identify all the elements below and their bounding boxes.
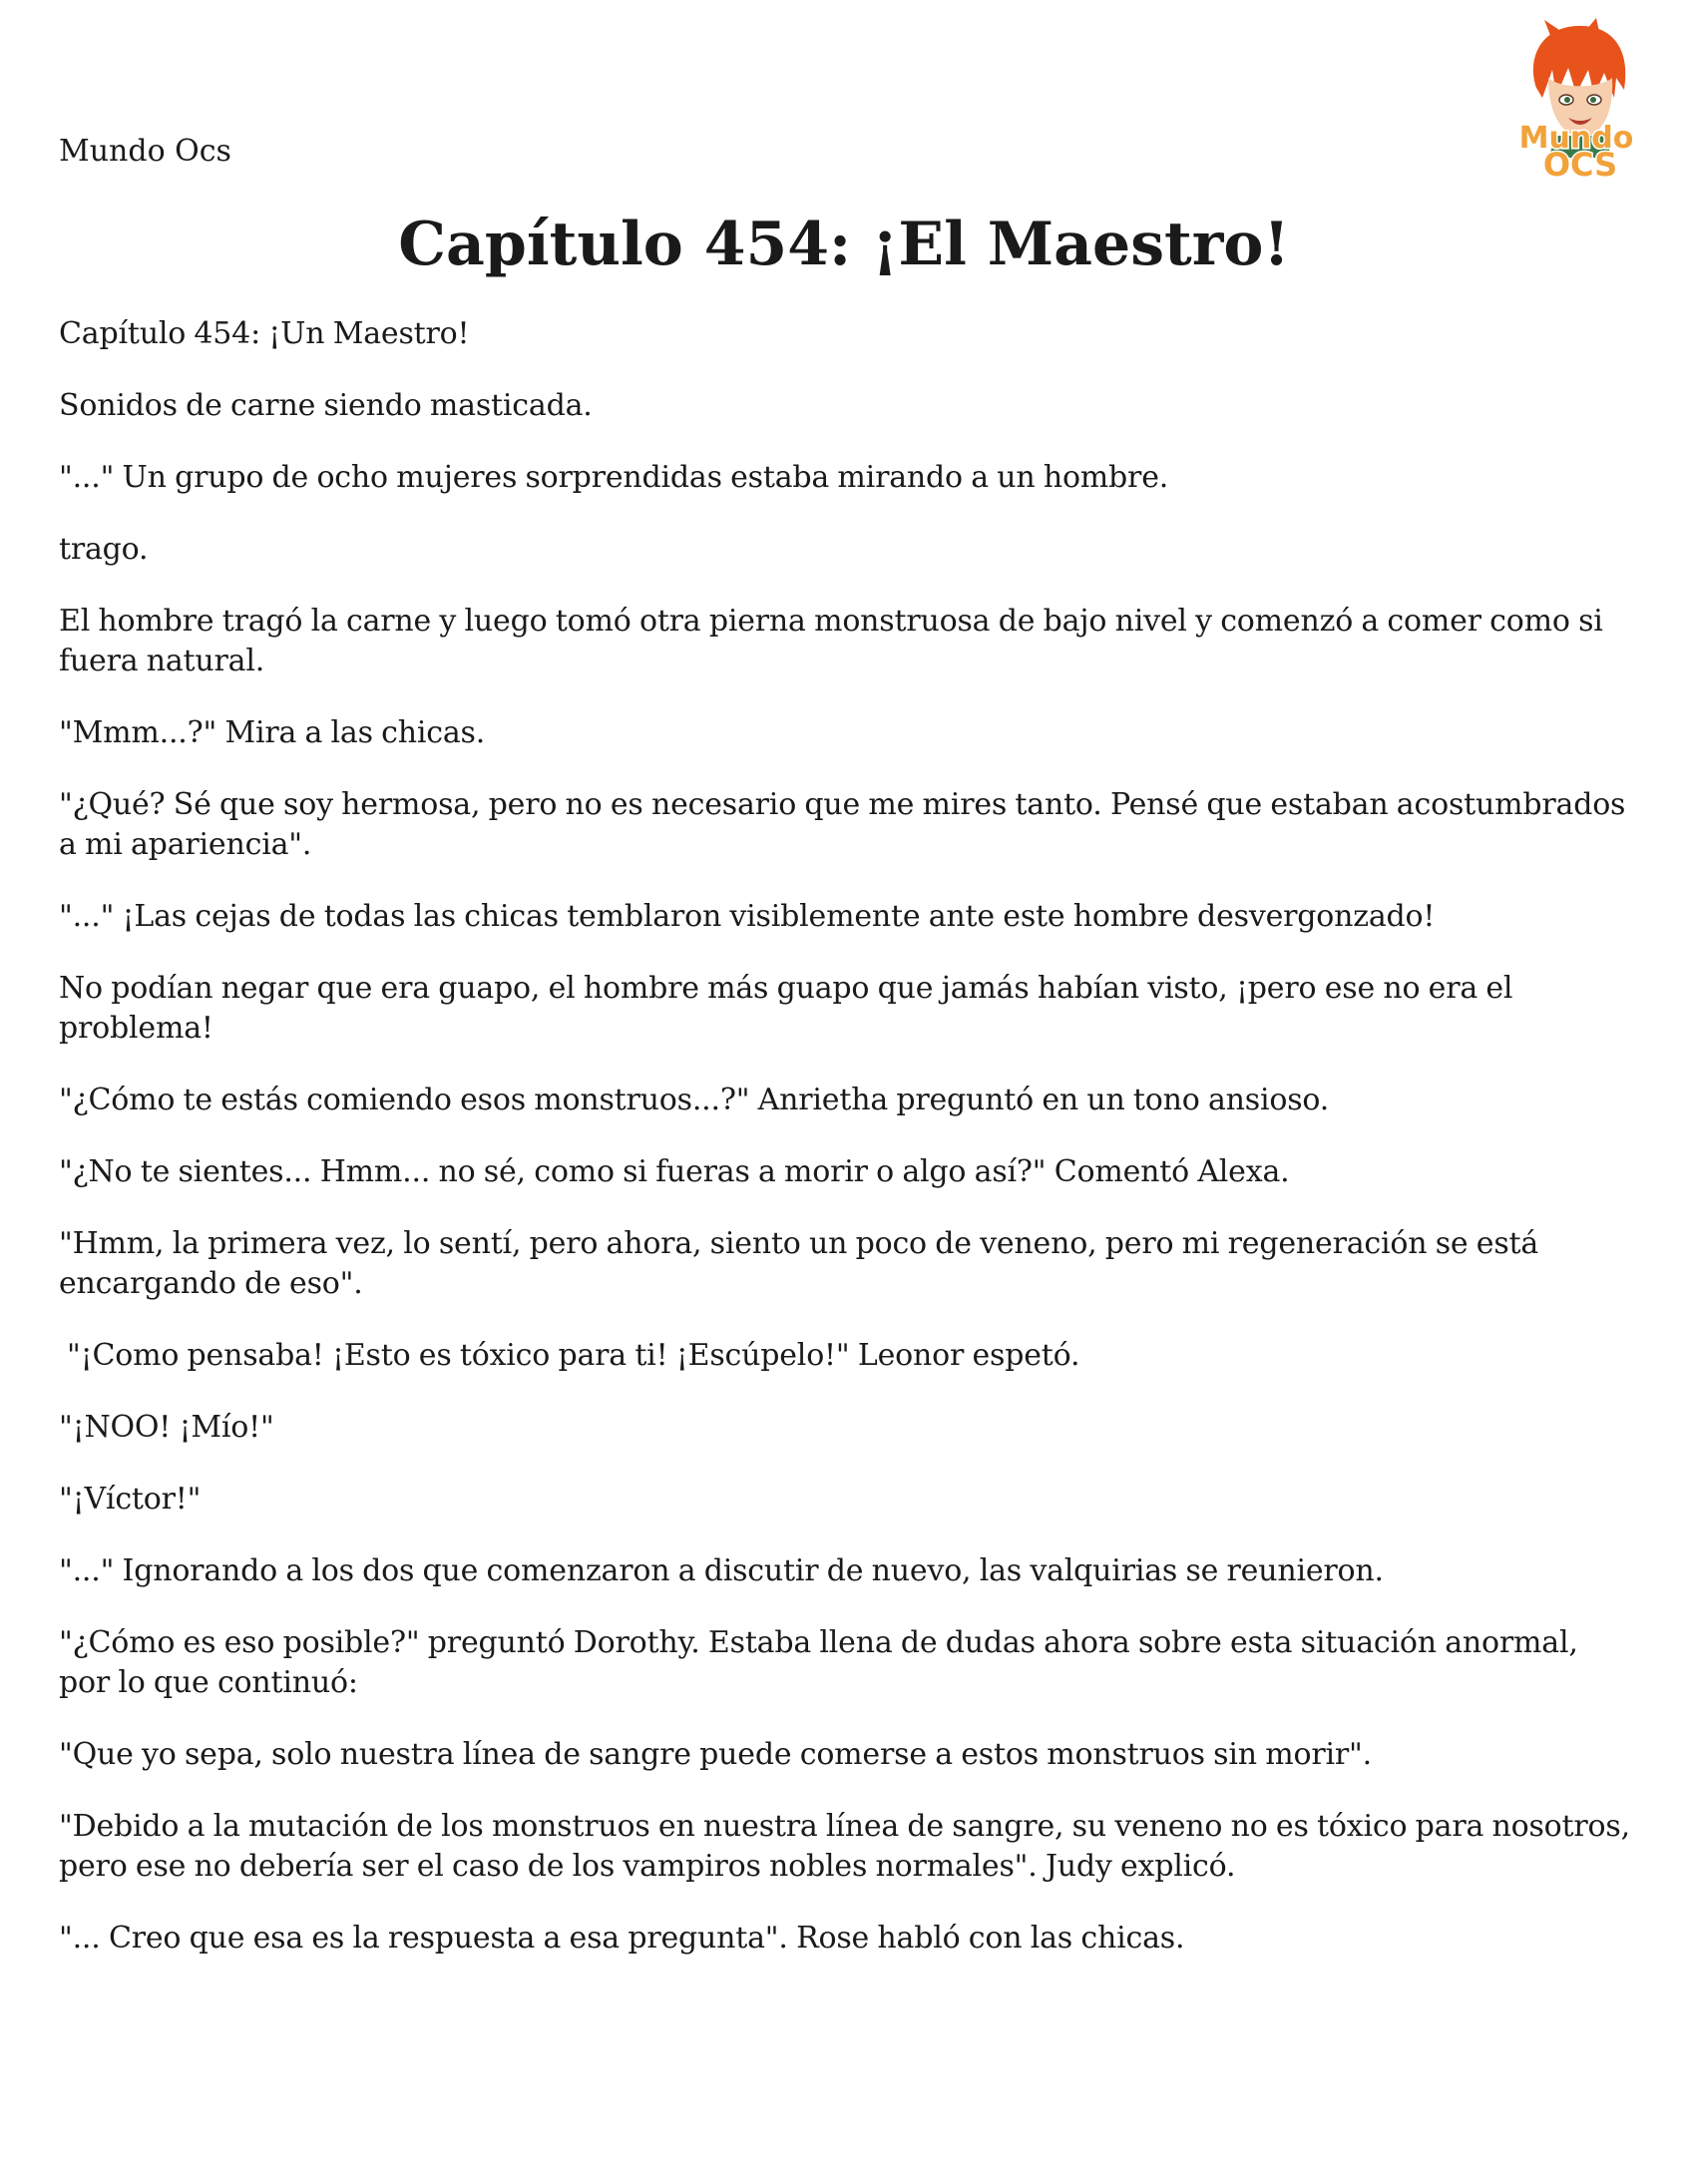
paragraph: "¿Cómo te estás comiendo esos monstruos...?" Anrietha preguntó en un tono ansioso. bbox=[59, 1083, 1330, 1117]
svg-text:OCS: OCS bbox=[1542, 146, 1618, 180]
paragraph: "Que yo sepa, solo nuestra línea de sangre puede comerse a estos monstruos sin morir". bbox=[59, 1737, 1372, 1772]
paragraph: El hombre tragó la carne y luego tomó otra pierna monstruosa de bajo nivel y comenzó a comer como si fuera natural. bbox=[59, 604, 1603, 678]
chapter-body bbox=[59, 314, 1635, 1990]
paragraph: "¡Víctor!" bbox=[59, 1482, 202, 1517]
paragraph: "¿Cómo es eso posible?" preguntó Dorothy. Estaba llena de dudas ahora sobre esta situación anormal, por lo que continuó: bbox=[59, 1625, 1578, 1700]
paragraph: "Hmm, la primera vez, lo sentí, pero ahora, siento un poco de veneno, pero mi regeneración se está encargando de eso". bbox=[59, 1226, 1539, 1301]
paragraph: "..." ¡Las cejas de todas las chicas temblaron visiblemente ante este hombre desvergonzado! bbox=[59, 899, 1436, 934]
paragraph: "¿Qué? Sé que soy hermosa, pero no es necesario que me mires tanto. Pensé que estaban acostumbrados a mi apariencia". bbox=[59, 787, 1626, 862]
paragraph: trago. bbox=[59, 532, 149, 567]
paragraph: Sonidos de carne siendo masticada. bbox=[59, 388, 593, 423]
paragraph: "..." Ignorando a los dos que comenzaron a discutir de nuevo, las valquirias se reunieron. bbox=[59, 1553, 1384, 1588]
paragraph: "Debido a la mutación de los monstruos en nuestra línea de sangre, su veneno no es tóxico para nosotros, pero ese no debería ser el caso de los vampiros nobles normales". Judy explicó. bbox=[59, 1809, 1630, 1884]
paragraph: "¿No te sientes... Hmm... no sé, como si fueras a morir o algo así?" Comentó Alexa. bbox=[59, 1154, 1290, 1189]
paragraph: "¡NOO! ¡Mío!" bbox=[59, 1410, 274, 1445]
paragraph: Capítulo 454: ¡Un Maestro! bbox=[59, 316, 470, 351]
paragraph: "..." Un grupo de ocho mujeres sorprendidas estaba mirando a un hombre. bbox=[59, 460, 1169, 495]
paragraph: "Mmm...?" Mira a las chicas. bbox=[59, 715, 486, 750]
chapter-title: Capítulo 454: ¡El Maestro! bbox=[398, 210, 1290, 279]
paragraph: No podían negar que era guapo, el hombre más guapo que jamás habían visto, ¡pero ese no era el problema! bbox=[59, 971, 1513, 1046]
mundo-ocs-logo-icon bbox=[1496, 18, 1656, 180]
site-name: Mundo Ocs bbox=[59, 134, 231, 169]
svg-text:Mundo: Mundo bbox=[1518, 121, 1634, 156]
paragraph: "... Creo que esa es la respuesta a esa pregunta". Rose habló con las chicas. bbox=[59, 1921, 1185, 1956]
paragraph: "¡Como pensaba! ¡Esto es tóxico para ti! ¡Escúpelo!" Leonor espetó. bbox=[67, 1338, 1080, 1373]
